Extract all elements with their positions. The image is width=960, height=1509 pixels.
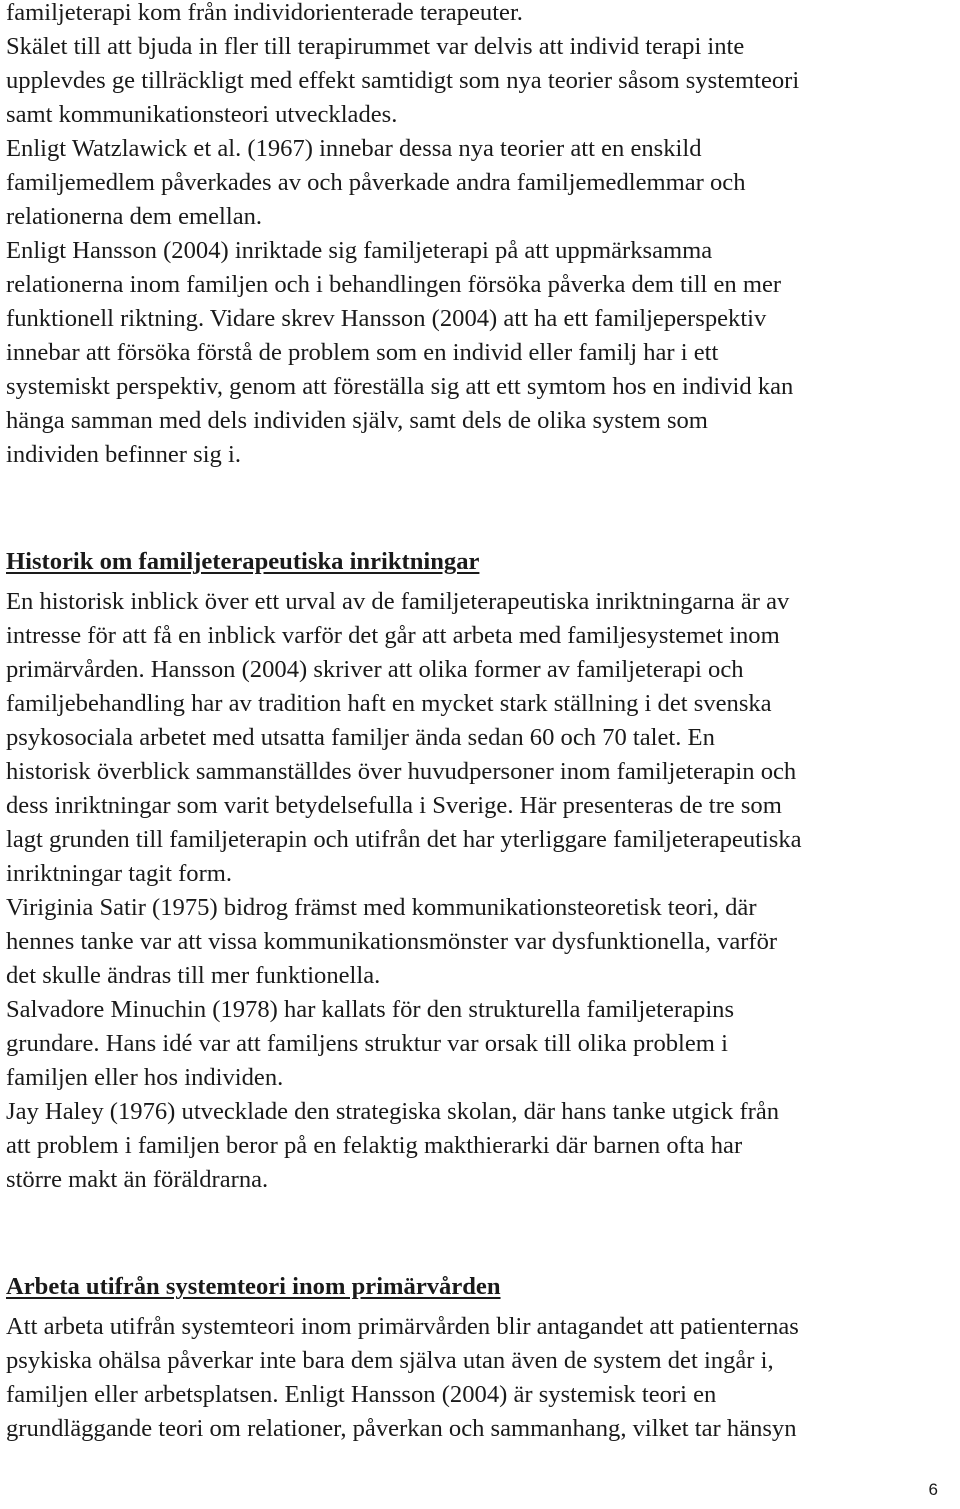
text-line: familjen eller arbetsplatsen. Enligt Hansson (2004) är systemisk teori en	[6, 1381, 717, 1408]
text-line: En historisk inblick över ett urval av de familjeterapeutiska inriktningarna är av	[6, 588, 790, 615]
text-line: Skälet till att bjuda in fler till terapirummet var delvis att individ terapi inte	[6, 33, 745, 60]
text-line: individen befinner sig i.	[6, 441, 241, 468]
text-line: upplevdes ge tillräckligt med effekt samtidigt som nya teorier såsom systemteori	[6, 67, 800, 94]
text-line: relationerna dem emellan.	[6, 203, 263, 230]
text-line: relationerna inom familjen och i behandlingen försöka påverka dem till en mer	[6, 271, 782, 298]
text-line: Viriginia Satir (1975) bidrog främst med kommunikationsteoretisk teori, där	[6, 894, 757, 921]
text-line: Jay Haley (1976) utvecklade den strategiska skolan, där hans tanke utgick från	[6, 1098, 780, 1125]
section-heading-arbeta: Arbeta utifrån systemteori inom primärvården	[6, 1273, 501, 1300]
text-line: Att arbeta utifrån systemteori inom primärvården blir antagandet att patienternas	[6, 1313, 799, 1340]
intro-paragraphs	[6, 0, 956, 472]
text-line: samt kommunikationsteori utvecklades.	[6, 101, 398, 128]
arbeta-paragraphs	[6, 1310, 956, 1446]
text-line: att problem i familjen beror på en felaktig makthierarki där barnen ofta har	[6, 1132, 743, 1159]
text-line: Enligt Watzlawick et al. (1967) innebar dessa nya teorier att en enskild	[6, 135, 702, 162]
text-line: större makt än föräldrarna.	[6, 1166, 269, 1193]
text-line: psykosociala arbetet med utsatta familjer ända sedan 60 och 70 talet. En	[6, 724, 715, 751]
text-line: hennes tanke var att vissa kommunikationsmönster var dysfunktionella, varför	[6, 928, 778, 955]
text-line: funktionell riktning. Vidare skrev Hansson (2004) att ha ett familjeperspektiv	[6, 305, 767, 332]
text-line: familjemedlem påverkades av och påverkade andra familjemedlemmar och	[6, 169, 746, 196]
text-line: innebar att försöka förstå de problem som en individ eller familj har i ett	[6, 339, 719, 366]
text-line: grundläggande teori om relationer, påverkan och sammanhang, vilket tar hänsyn	[6, 1415, 797, 1442]
page-number: 6	[928, 1480, 938, 1499]
text-line: historisk överblick sammanställdes över huvudpersoner inom familjeterapin och	[6, 758, 797, 785]
text-line: inriktningar tagit form.	[6, 860, 233, 887]
text-line: familjen eller hos individen.	[6, 1064, 284, 1091]
historik-paragraphs	[6, 585, 956, 1197]
text-line: hänga samman med dels individen själv, samt dels de olika system som	[6, 407, 708, 434]
text-line: intresse för att få en inblick varför det går att arbeta med familjesystemet inom	[6, 622, 780, 649]
section-heading-historik: Historik om familjeterapeutiska inriktningar	[6, 548, 480, 575]
text-line: grundare. Hans idé var att familjens struktur var orsak till olika problem i	[6, 1030, 728, 1057]
text-line: det skulle ändras till mer funktionella.	[6, 962, 381, 989]
text-line: Salvadore Minuchin (1978) har kallats för den strukturella familjeterapins	[6, 996, 735, 1023]
text-line: dess inriktningar som varit betydelsefulla i Sverige. Här presenteras de tre som	[6, 792, 782, 819]
text-line: lagt grunden till familjeterapin och utifrån det har yterliggare familjeterapeutiska	[6, 826, 802, 853]
text-line: psykiska ohälsa påverkar inte bara dem själva utan även de system det ingår i,	[6, 1347, 774, 1374]
text-line: primärvården. Hansson (2004) skriver att olika former av familjeterapi och	[6, 656, 744, 683]
text-line: systemiskt perspektiv, genom att föreställa sig att ett symtom hos en individ kan	[6, 373, 794, 400]
text-line: familjeterapi kom från individorienterade terapeuter.	[6, 0, 523, 26]
text-line: familjebehandling har av tradition haft en mycket stark ställning i det svenska	[6, 690, 772, 717]
text-line: Enligt Hansson (2004) inriktade sig familjeterapi på att uppmärksamma	[6, 237, 713, 264]
